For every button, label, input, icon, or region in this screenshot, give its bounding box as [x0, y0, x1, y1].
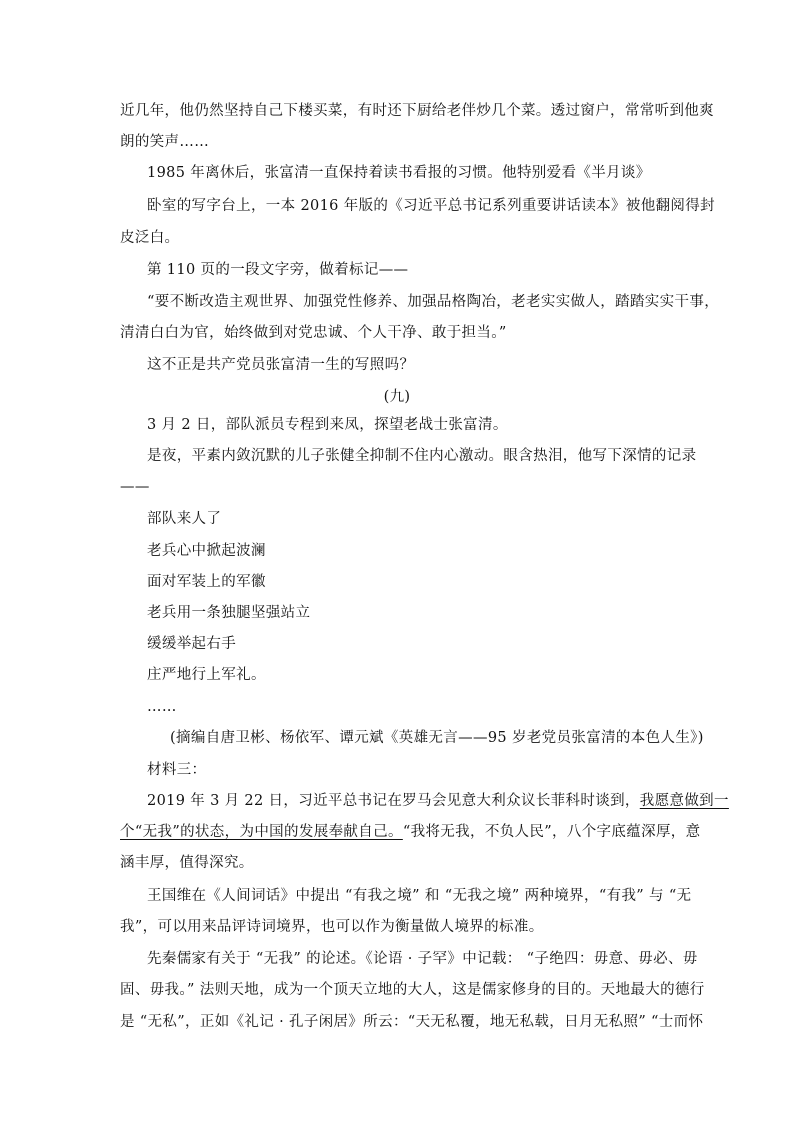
paragraph-line: 我”，可以用来品评诗词境界，也可以作为衡量做人境界的标准。	[120, 919, 544, 935]
paragraph-line: 近几年，他仍然坚持自己下楼买菜，有时还下厨给老伴炒几个菜。透过窗户，常常听到他爽	[120, 103, 714, 119]
paragraph-line: ——	[120, 479, 150, 495]
poem-line: 庄严地行上军礼。	[147, 667, 266, 683]
paragraph-line: 固、毋我。” 法则天地，成为一个顶天立地的大人，这是儒家修身的目的。天地最大的德行	[120, 982, 705, 998]
underlined-quote: 我愿意做到一	[639, 793, 729, 809]
paragraph-line: 皮泛白。	[120, 230, 180, 246]
section-heading: (九)	[383, 389, 411, 405]
quote-line: “要不断改造主观世界、加强党性修养、加强品格陶冶，老老实实做人，踏踏实实干事，	[147, 294, 720, 310]
paragraph-line: 是夜，平素内敛沉默的儿子张健全抑制不住内心激动。眼含热泪，他写下深情的记录	[147, 448, 697, 464]
underlined-quote: 个“无我”的状态，为中国的发展奉献自己。	[120, 824, 403, 840]
poem-line: 缓缓举起右手	[147, 636, 237, 652]
text-segment: 2019 年 3 月 22 日，习近平总书记在罗马会见意大利众议长菲科时谈到，	[147, 793, 640, 809]
poem-line: 老兵心中掀起波澜	[147, 543, 266, 559]
text-segment: “我将无我，不负人民”，八个字底蕴深厚，意	[402, 824, 701, 840]
poem-line: 面对军装上的军徽	[147, 574, 266, 590]
paragraph-line: 1985 年离休后，张富清一直保持着读书看报的习惯。他特别爱看《半月谈》	[147, 165, 651, 181]
poem-line: 部队来人了	[147, 511, 222, 527]
paragraph-line	[147, 791, 729, 811]
quote-line: 清清白白为官，始终做到对党忠诚、个人干净、敢于担当。”	[120, 325, 507, 341]
paragraph-line	[120, 822, 701, 842]
paragraph-line: 第 110 页的一段文字旁，做着标记——	[147, 262, 409, 278]
material-heading: 材料三：	[147, 762, 207, 778]
paragraph-line: 这不正是共产党员张富清一生的写照吗？	[147, 357, 415, 373]
paragraph-line: 涵丰厚，值得深究。	[120, 855, 254, 871]
paragraph-line: 3 月 2 日，部队派员专程到来凤，探望老战士张富清。	[147, 417, 508, 433]
poem-ellipsis: ……	[147, 699, 177, 715]
paragraph-line: 是 “无私”，正如《礼记 · 孔子闲居》所云：“天无私覆，地无私载，日月无私照” “士而怀	[120, 1014, 704, 1030]
source-citation: (摘编自唐卫彬、杨依军、谭元斌《英雄无言——95 岁老党员张富清的本色人生》)	[170, 730, 704, 746]
paragraph-line: 先秦儒家有关于 “无我” 的论述。《论语 · 子罕》中记载： “子绝四：毋意、毋必、毋	[147, 951, 698, 967]
paragraph-line: 王国维在《人间词话》中提出 “有我之境” 和 “无我之境” 两种境界，“有我” 与 “无	[147, 888, 692, 904]
paragraph-line: 朗的笑声……	[120, 134, 210, 150]
paragraph-line: 卧室的写字台上，一本 2016 年版的《习近平总书记系列重要讲话读本》被他翻阅得封	[147, 198, 715, 214]
poem-line: 老兵用一条独腿坚强站立	[147, 605, 311, 621]
